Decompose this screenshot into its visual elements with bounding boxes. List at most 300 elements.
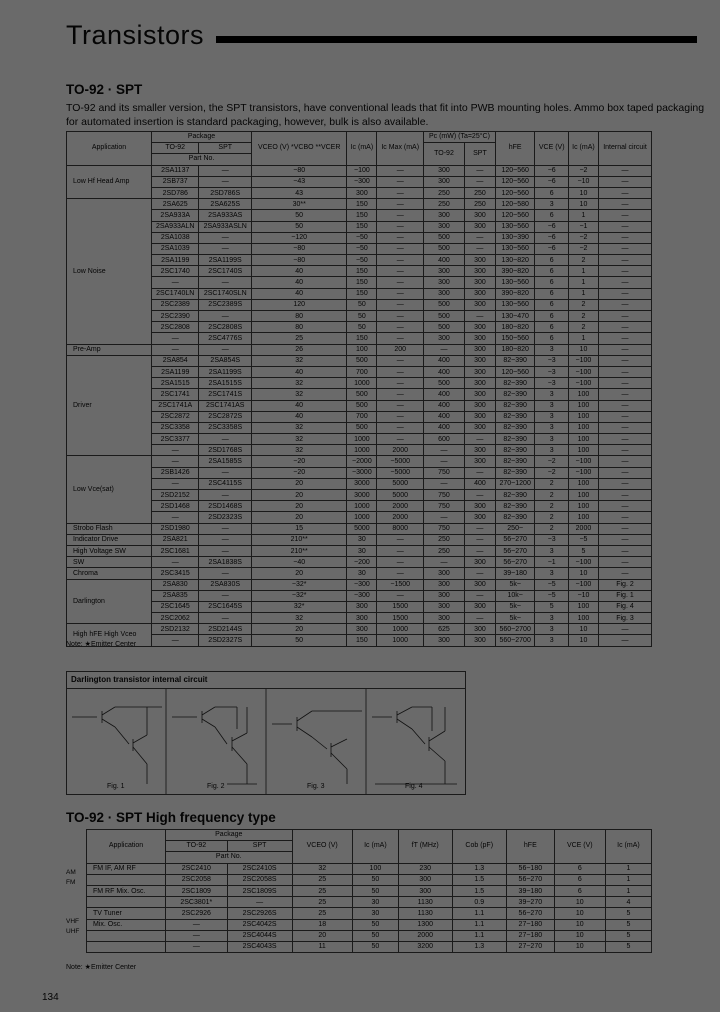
hf-table-row: [87, 908, 652, 919]
table-row: [67, 422, 652, 433]
table-cell: Fig. 4: [598, 601, 651, 612]
table-cell: −3: [535, 366, 568, 377]
hf-table-cell: 5: [605, 919, 651, 930]
hf-table-cell: 2SC4042S: [227, 919, 292, 930]
darlington-diagram: [66, 671, 466, 795]
table-cell: —: [598, 389, 651, 400]
table-cell: 250: [464, 199, 495, 210]
table-cell: 100: [568, 445, 598, 456]
table-cell: 2SC2062: [152, 613, 199, 624]
table-cell: −6: [535, 232, 568, 243]
table-cell: —: [377, 187, 424, 198]
table-cell: 30**: [252, 199, 347, 210]
table-row: [67, 523, 652, 534]
table-cell: 82~390: [495, 512, 535, 523]
hf-table-cell: 2SC2058S: [227, 874, 292, 885]
table-cell: 2SB1426: [152, 467, 199, 478]
table-cell: 2SD1980: [152, 523, 199, 534]
table-cell: —: [464, 534, 495, 545]
hf-table-cell: 56~270: [506, 874, 554, 885]
table-cell: —: [423, 344, 464, 355]
table-cell: —: [598, 512, 651, 523]
table-cell: 130~560: [495, 221, 535, 232]
table-cell: 82~390: [495, 445, 535, 456]
table-cell: 5k~: [495, 613, 535, 624]
table-cell: 56~270: [495, 557, 535, 568]
table-cell: 2SD786: [152, 187, 199, 198]
col-ic: Ic (mA): [347, 132, 377, 166]
table-cell: 2SC3415: [152, 568, 199, 579]
table-cell: 120~560: [495, 210, 535, 221]
table-cell: 150: [347, 333, 377, 344]
application-cell: Low Noise: [67, 199, 152, 344]
table-cell: 5: [568, 545, 598, 556]
table-cell: —: [464, 467, 495, 478]
hf-table-cell: 6: [554, 863, 605, 874]
diagram-title: Darlington transistor internal circuit: [67, 672, 465, 689]
table-cell: 82~390: [495, 411, 535, 422]
table-cell: 2000: [377, 501, 424, 512]
table-cell: —: [377, 366, 424, 377]
hf-table-cell: 56~180: [506, 863, 554, 874]
table-cell: 2SD1768S: [199, 445, 252, 456]
table-cell: 40: [252, 288, 347, 299]
table-cell: 300: [464, 601, 495, 612]
application-cell: High Voltage SW: [67, 545, 152, 556]
table-cell: —: [598, 232, 651, 243]
table-cell: —: [464, 311, 495, 322]
table-cell: 300: [464, 445, 495, 456]
hf-table-cell: 3200: [398, 941, 452, 952]
table-cell: —: [377, 311, 424, 322]
table-cell: 300: [464, 344, 495, 355]
table-cell: 300: [347, 624, 377, 635]
table-cell: 180~820: [495, 322, 535, 333]
table-cell: −20: [252, 456, 347, 467]
table-cell: 82~390: [495, 501, 535, 512]
table-cell: 6: [535, 311, 568, 322]
hf-table-cell: 10: [554, 930, 605, 941]
hf-table-cell: —: [166, 930, 228, 941]
table-cell: −1: [535, 557, 568, 568]
table-cell: 300: [464, 288, 495, 299]
table-cell: −6: [535, 176, 568, 187]
fig1-circuit: [72, 707, 162, 784]
table-cell: —: [423, 512, 464, 523]
table-cell: —: [377, 255, 424, 266]
table-cell: —: [464, 590, 495, 601]
table-cell: 40: [252, 411, 347, 422]
table-cell: 300: [464, 512, 495, 523]
table-cell: 150: [347, 210, 377, 221]
frequency-bands: [66, 868, 79, 937]
hf-table-cell: 30: [352, 897, 398, 908]
table-cell: 2: [568, 322, 598, 333]
table-row: [67, 501, 652, 512]
table-cell: 400: [423, 355, 464, 366]
table-cell: 25: [252, 333, 347, 344]
col-vceo: VCEO (V) *VCBO **VCER: [252, 132, 347, 166]
hf-table-cell: 1: [605, 885, 651, 896]
table-cell: —: [598, 165, 651, 176]
table-cell: 50: [347, 311, 377, 322]
hf-col-ic2: Ic (mA): [605, 830, 651, 864]
hf-table-row: [87, 941, 652, 952]
table-cell: —: [598, 624, 651, 635]
table-cell: 300: [423, 165, 464, 176]
table-cell: 10: [568, 635, 598, 646]
table-cell: 180~820: [495, 344, 535, 355]
hf-table-cell: 1.5: [452, 874, 506, 885]
table-cell: 625: [423, 624, 464, 635]
hf-application-cell: [87, 874, 166, 885]
table-cell: 300: [464, 210, 495, 221]
darlington-circuits-svg: [67, 689, 465, 794]
table-cell: —: [199, 277, 252, 288]
fig3-circuit: [272, 711, 362, 784]
table-cell: 300: [423, 221, 464, 232]
table-cell: 130~560: [495, 243, 535, 254]
table-cell: —: [377, 210, 424, 221]
table-cell: 2SD1468: [152, 501, 199, 512]
hf-table-cell: 2SC1809S: [227, 885, 292, 896]
table-cell: 300: [464, 322, 495, 333]
table-cell: Fig. 3: [598, 613, 651, 624]
table-cell: 250: [423, 534, 464, 545]
table-cell: 2SC1741: [152, 389, 199, 400]
table-cell: 300: [464, 624, 495, 635]
table-cell: 56~270: [495, 545, 535, 556]
transistor-table: [66, 131, 652, 647]
table-cell: 82~390: [495, 389, 535, 400]
table-cell: 1000: [377, 624, 424, 635]
table-cell: 2000: [377, 445, 424, 456]
hf-table-note: Note: ★Emitter Center: [66, 964, 137, 971]
table-cell: 300: [423, 601, 464, 612]
hf-table-cell: 50: [352, 885, 398, 896]
table-cell: 2SC1740: [152, 266, 199, 277]
table-cell: 2SA1199: [152, 255, 199, 266]
table-cell: 6: [535, 322, 568, 333]
table-cell: 2SC1645S: [199, 601, 252, 612]
table-cell: —: [423, 557, 464, 568]
table-cell: 20: [252, 478, 347, 489]
table-cell: 5000: [347, 523, 377, 534]
table-cell: 500: [423, 322, 464, 333]
table-row: [67, 568, 652, 579]
table-cell: —: [377, 590, 424, 601]
table-cell: 2SC3358S: [199, 422, 252, 433]
table-cell: 2SC1740S: [199, 266, 252, 277]
table-cell: 300: [464, 366, 495, 377]
table-cell: —: [377, 355, 424, 366]
table-row: [67, 490, 652, 501]
table-cell: —: [152, 512, 199, 523]
table-cell: 300: [464, 299, 495, 310]
table-row: [67, 545, 652, 556]
table-cell: −3: [535, 534, 568, 545]
table-cell: 300: [464, 333, 495, 344]
table-row: [67, 467, 652, 478]
table-cell: 20: [252, 512, 347, 523]
table-row: [67, 165, 652, 176]
table-cell: 2SB737: [152, 176, 199, 187]
hf-table-cell: 25: [292, 908, 352, 919]
table-cell: 82~390: [495, 434, 535, 445]
table-cell: —: [598, 523, 651, 534]
table-cell: 500: [423, 299, 464, 310]
fig2-label: Fig. 2: [207, 783, 225, 790]
table-cell: 2SC1681: [152, 545, 199, 556]
table-cell: 3: [535, 344, 568, 355]
table-cell: 560~2700: [495, 635, 535, 646]
table-cell: 2SD2144S: [199, 624, 252, 635]
hf-table-cell: 1.1: [452, 930, 506, 941]
table-cell: —: [464, 243, 495, 254]
table-cell: —: [377, 422, 424, 433]
hf-table-cell: 18: [292, 919, 352, 930]
table-cell: —: [377, 378, 424, 389]
table-cell: 32: [252, 355, 347, 366]
table-cell: —: [598, 243, 651, 254]
table-cell: −1: [568, 221, 598, 232]
hf-col-vce: VCE (V): [554, 830, 605, 864]
table-cell: —: [377, 557, 424, 568]
table-cell: 2SC4776S: [199, 333, 252, 344]
table-cell: —: [199, 232, 252, 243]
table-cell: 15: [252, 523, 347, 534]
col-internal-circuit: Internal circuit: [598, 132, 651, 166]
table-cell: 120: [252, 299, 347, 310]
table-cell: 130~390: [495, 232, 535, 243]
table-cell: —: [377, 400, 424, 411]
table-cell: 300: [464, 378, 495, 389]
table-cell: —: [377, 176, 424, 187]
table-cell: 500: [423, 378, 464, 389]
table-cell: —: [464, 434, 495, 445]
table-cell: 500: [347, 422, 377, 433]
table-cell: 600: [423, 434, 464, 445]
table-cell: —: [152, 344, 199, 355]
table-cell: 20: [252, 568, 347, 579]
table-row: [67, 266, 652, 277]
table-row: [67, 411, 652, 422]
table-cell: 120~560: [495, 176, 535, 187]
col-vce: VCE (V): [535, 132, 568, 166]
col-icmax: Ic Max (mA): [377, 132, 424, 166]
hf-application-cell: Mix. Osc.: [87, 919, 166, 930]
table-cell: 2: [535, 523, 568, 534]
application-cell: Driver: [67, 355, 152, 456]
table-cell: —: [598, 221, 651, 232]
table-cell: —: [377, 165, 424, 176]
table-cell: 2SA835: [152, 590, 199, 601]
table-cell: 700: [347, 411, 377, 422]
table-cell: −6: [535, 165, 568, 176]
hf-table-cell: 1: [605, 863, 651, 874]
table-cell: —: [377, 322, 424, 333]
table-cell: −100: [568, 467, 598, 478]
table-cell: 3: [535, 411, 568, 422]
table-cell: —: [598, 635, 651, 646]
hf-table-cell: 1.1: [452, 919, 506, 930]
table-row: [67, 277, 652, 288]
table-cell: 100: [568, 422, 598, 433]
table-cell: 100: [568, 512, 598, 523]
table-cell: 1000: [347, 434, 377, 445]
hf-application-cell: TV Tuner: [87, 908, 166, 919]
application-cell: SW: [67, 557, 152, 568]
table-cell: —: [377, 299, 424, 310]
table-cell: 700: [347, 366, 377, 377]
table-cell: —: [377, 434, 424, 445]
table-cell: 2SD2323S: [199, 512, 252, 523]
table-cell: 3: [535, 613, 568, 624]
table-cell: 43: [252, 187, 347, 198]
hf-table-cell: —: [166, 919, 228, 930]
hf-col-hfe: hFE: [506, 830, 554, 864]
table-cell: 400: [423, 366, 464, 377]
table-cell: 390~820: [495, 288, 535, 299]
table-cell: —: [598, 255, 651, 266]
table-cell: 150: [347, 288, 377, 299]
hf-application-cell: FM IF, AM RF: [87, 863, 166, 874]
col-partno: Part No.: [152, 154, 252, 165]
table-cell: 100: [568, 601, 598, 612]
table-row: [67, 400, 652, 411]
table-cell: −2: [568, 243, 598, 254]
table-cell: 150: [347, 635, 377, 646]
hf-table-cell: 0.9: [452, 897, 506, 908]
table-cell: —: [377, 534, 424, 545]
table-cell: 1: [568, 277, 598, 288]
table-cell: 2SA933ALN: [152, 221, 199, 232]
table-cell: 10: [568, 199, 598, 210]
table-cell: —: [199, 176, 252, 187]
table-cell: 300: [464, 355, 495, 366]
table-cell: —: [598, 176, 651, 187]
table-cell: —: [464, 176, 495, 187]
table-cell: 6: [535, 187, 568, 198]
table-cell: 100: [568, 389, 598, 400]
table-cell: 80: [252, 311, 347, 322]
table-cell: 150: [347, 266, 377, 277]
table-cell: 2SC2808: [152, 322, 199, 333]
table-cell: 2SA830S: [199, 579, 252, 590]
hf-col-application: Application: [87, 830, 166, 864]
table-cell: 300: [347, 601, 377, 612]
table-cell: 82~390: [495, 490, 535, 501]
table-cell: —: [598, 545, 651, 556]
fig2-circuit: [172, 707, 257, 784]
hf-table-cell: 27~180: [506, 930, 554, 941]
table-cell: 300: [464, 411, 495, 422]
table-cell: 500: [423, 311, 464, 322]
table-cell: 6: [535, 333, 568, 344]
table-cell: 120~560: [495, 187, 535, 198]
table-cell: 300: [464, 501, 495, 512]
table-cell: 300: [423, 568, 464, 579]
table-cell: 2SA830: [152, 579, 199, 590]
table-cell: —: [199, 344, 252, 355]
table-cell: 300: [347, 613, 377, 624]
table-row: [67, 199, 652, 210]
table-cell: 30: [347, 545, 377, 556]
table-cell: 750: [423, 523, 464, 534]
table-cell: —: [152, 478, 199, 489]
table-cell: −10: [568, 176, 598, 187]
table-cell: 2SC1741AS: [199, 400, 252, 411]
hf-col-ft: fT (MHz): [398, 830, 452, 864]
table-cell: —: [598, 478, 651, 489]
table-cell: 300: [423, 590, 464, 601]
table-cell: —: [377, 232, 424, 243]
table-cell: 2SA933AS: [199, 210, 252, 221]
table-cell: —: [377, 221, 424, 232]
table-cell: Fig. 1: [598, 590, 651, 601]
table-cell: 5k~: [495, 601, 535, 612]
table-cell: 300: [464, 557, 495, 568]
table-cell: 1000: [347, 501, 377, 512]
table-cell: 2: [535, 501, 568, 512]
table-cell: —: [598, 490, 651, 501]
table-cell: 150: [347, 221, 377, 232]
table-cell: 3000: [347, 478, 377, 489]
hf-table-cell: 25: [292, 874, 352, 885]
table-cell: —: [377, 389, 424, 400]
table-cell: 8000: [377, 523, 424, 534]
hf-table-cell: —: [227, 897, 292, 908]
hf-table-cell: 50: [352, 941, 398, 952]
table-cell: 2SC1740LN: [152, 288, 199, 299]
table-cell: —: [598, 288, 651, 299]
table-cell: —: [598, 568, 651, 579]
table-cell: Fig. 2: [598, 579, 651, 590]
table-cell: —: [598, 333, 651, 344]
table-cell: —: [598, 445, 651, 456]
table-cell: —: [598, 355, 651, 366]
table-cell: 3: [535, 568, 568, 579]
hf-table-cell: 10: [554, 897, 605, 908]
table-cell: 20: [252, 501, 347, 512]
table-cell: 750: [423, 501, 464, 512]
table-cell: 2SA1199: [152, 366, 199, 377]
hf-col-spt: SPT: [227, 841, 292, 852]
table-cell: —: [598, 199, 651, 210]
table-cell: 500: [423, 232, 464, 243]
hf-table-cell: 1.1: [452, 908, 506, 919]
table-row: [67, 322, 652, 333]
table-cell: −3000: [347, 467, 377, 478]
table-cell: 6: [535, 299, 568, 310]
table-cell: 250~: [495, 523, 535, 534]
table-cell: 5: [535, 601, 568, 612]
table-cell: 2SC1741A: [152, 400, 199, 411]
table-cell: 2SA1039: [152, 243, 199, 254]
table-cell: 50: [252, 221, 347, 232]
hf-table-cell: 1.5: [452, 885, 506, 896]
hf-table-cell: 10: [554, 919, 605, 930]
table-cell: 1500: [377, 613, 424, 624]
table-cell: —: [199, 613, 252, 624]
table-cell: 2: [568, 299, 598, 310]
table-cell: −20: [252, 467, 347, 478]
table-cell: 2: [568, 255, 598, 266]
table-cell: 32*: [252, 601, 347, 612]
table-cell: −5000: [377, 456, 424, 467]
table-cell: 300: [423, 333, 464, 344]
hf-table-cell: 56~270: [506, 908, 554, 919]
